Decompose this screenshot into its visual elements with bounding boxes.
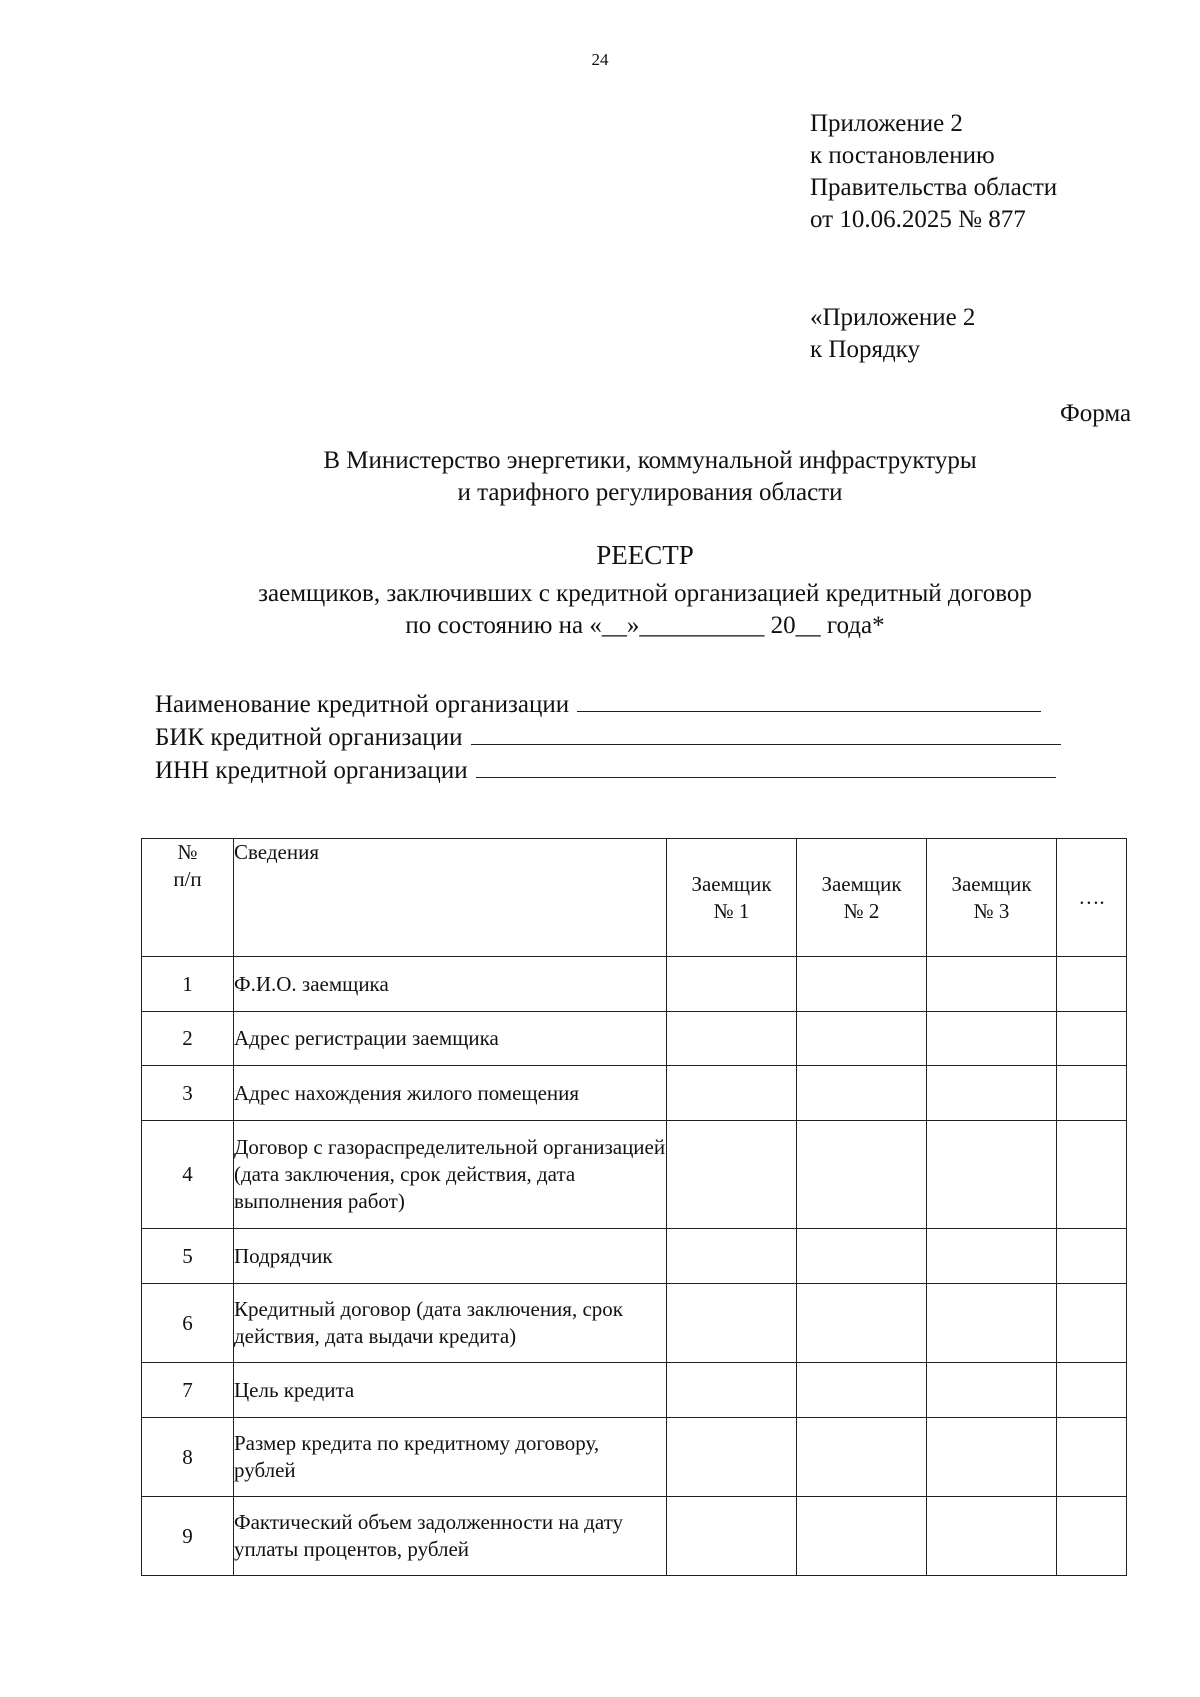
appendix-line: Приложение 2 <box>810 110 963 137</box>
more-cell[interactable] <box>1057 1284 1127 1363</box>
row-number: 4 <box>142 1121 234 1229</box>
row-info: Договор с газораспределительной организацией (дата заключения, срок действия, дата выполнения работ) <box>234 1121 667 1229</box>
field-row-name <box>155 688 1061 721</box>
credit-org-name-field[interactable] <box>577 689 1041 712</box>
borrower-1-cell[interactable] <box>667 1284 797 1363</box>
header-info: Сведения <box>234 839 667 957</box>
registry-table <box>141 838 1127 1576</box>
row-number: 2 <box>142 1012 234 1066</box>
table-row <box>142 1121 1127 1229</box>
row-info: Подрядчик <box>234 1229 667 1284</box>
borrower-2-cell[interactable] <box>797 1284 927 1363</box>
form-label: Форма <box>1060 400 1132 427</box>
borrower-2-cell[interactable] <box>797 1229 927 1284</box>
row-info: Адрес регистрации заемщика <box>234 1012 667 1066</box>
borrower-2-cell[interactable] <box>797 1012 927 1066</box>
borrower-2-cell[interactable] <box>797 1363 927 1418</box>
table-row <box>142 1418 1127 1497</box>
register-subtitle-line: заемщиков, заключивших с кредитной организацией кредитный договор <box>258 580 1032 607</box>
row-info: Ф.И.О. заемщика <box>234 957 667 1012</box>
borrower-1-cell[interactable] <box>667 1012 797 1066</box>
table-row <box>142 1363 1127 1418</box>
row-number: 1 <box>142 957 234 1012</box>
more-cell[interactable] <box>1057 1066 1127 1121</box>
more-cell[interactable] <box>1057 1418 1127 1497</box>
register-subtitle-line: по состоянию на «__»__________ 20__ года* <box>405 612 885 639</box>
addressee-line: и тарифного регулирования области <box>457 479 843 506</box>
borrower-2-cell[interactable] <box>797 957 927 1012</box>
header-borrower-3: Заемщик № 3 <box>927 839 1057 957</box>
borrower-2-cell[interactable] <box>797 1497 927 1576</box>
row-number: 6 <box>142 1284 234 1363</box>
borrower-3-cell[interactable] <box>927 1012 1057 1066</box>
borrower-3-cell[interactable] <box>927 1418 1057 1497</box>
row-info: Адрес нахождения жилого помещения <box>234 1066 667 1121</box>
order-appendix-line: к Порядку <box>810 336 920 363</box>
row-number: 5 <box>142 1229 234 1284</box>
header-borrower-1: Заемщик № 1 <box>667 839 797 957</box>
appendix-line: от 10.06.2025 № 877 <box>810 206 1026 233</box>
row-number: 9 <box>142 1497 234 1576</box>
order-appendix-block <box>810 302 975 366</box>
more-cell[interactable] <box>1057 1229 1127 1284</box>
borrower-2-cell[interactable] <box>797 1121 927 1229</box>
table-header-row <box>142 839 1127 957</box>
more-cell[interactable] <box>1057 1012 1127 1066</box>
borrower-3-cell[interactable] <box>927 957 1057 1012</box>
borrower-1-cell[interactable] <box>667 1066 797 1121</box>
table-row <box>142 1012 1127 1066</box>
header-more: …. <box>1057 839 1127 957</box>
field-label: БИК кредитной организации <box>155 724 463 751</box>
borrower-3-cell[interactable] <box>927 1284 1057 1363</box>
field-row-inn <box>155 754 1061 787</box>
borrower-3-cell[interactable] <box>927 1229 1057 1284</box>
page-number: 24 <box>591 50 609 69</box>
credit-org-bik-field[interactable] <box>471 722 1061 745</box>
borrower-2-cell[interactable] <box>797 1066 927 1121</box>
field-label: ИНН кредитной организации <box>155 757 468 784</box>
row-number: 8 <box>142 1418 234 1497</box>
addressee-line: В Министерство энергетики, коммунальной инфраструктуры <box>323 447 977 474</box>
field-row-bik <box>155 721 1061 754</box>
borrower-3-cell[interactable] <box>927 1066 1057 1121</box>
order-appendix-line: «Приложение 2 <box>810 304 976 331</box>
borrower-1-cell[interactable] <box>667 1229 797 1284</box>
register-subtitle <box>0 578 1200 642</box>
borrower-1-cell[interactable] <box>667 1121 797 1229</box>
more-cell[interactable] <box>1057 1363 1127 1418</box>
borrower-1-cell[interactable] <box>667 1497 797 1576</box>
credit-org-inn-field[interactable] <box>476 755 1056 778</box>
borrower-3-cell[interactable] <box>927 1121 1057 1229</box>
appendix-line: Правительства области <box>810 174 1058 201</box>
table-row <box>142 957 1127 1012</box>
row-number: 7 <box>142 1363 234 1418</box>
row-info: Фактический объем задолженности на дату уплаты процентов, рублей <box>234 1497 667 1576</box>
borrower-1-cell[interactable] <box>667 957 797 1012</box>
table-row <box>142 1284 1127 1363</box>
row-info: Цель кредита <box>234 1363 667 1418</box>
credit-org-fields <box>155 688 1061 787</box>
table-row <box>142 1066 1127 1121</box>
borrower-3-cell[interactable] <box>927 1497 1057 1576</box>
borrower-1-cell[interactable] <box>667 1363 797 1418</box>
more-cell[interactable] <box>1057 1121 1127 1229</box>
header-borrower-2: Заемщик № 2 <box>797 839 927 957</box>
more-cell[interactable] <box>1057 957 1127 1012</box>
more-cell[interactable] <box>1057 1497 1127 1576</box>
appendix-block <box>810 108 1057 236</box>
row-info: Размер кредита по кредитному договору, рублей <box>234 1418 667 1497</box>
register-title: РЕЕСТР <box>596 540 694 570</box>
header-number: № п/п <box>142 839 234 957</box>
row-info: Кредитный договор (дата заключения, срок действия, дата выдачи кредита) <box>234 1284 667 1363</box>
addressee <box>0 445 1200 509</box>
borrower-3-cell[interactable] <box>927 1363 1057 1418</box>
appendix-line: к постановлению <box>810 142 995 169</box>
borrower-1-cell[interactable] <box>667 1418 797 1497</box>
borrower-2-cell[interactable] <box>797 1418 927 1497</box>
field-label: Наименование кредитной организации <box>155 691 570 718</box>
table-row <box>142 1497 1127 1576</box>
table-row <box>142 1229 1127 1284</box>
row-number: 3 <box>142 1066 234 1121</box>
